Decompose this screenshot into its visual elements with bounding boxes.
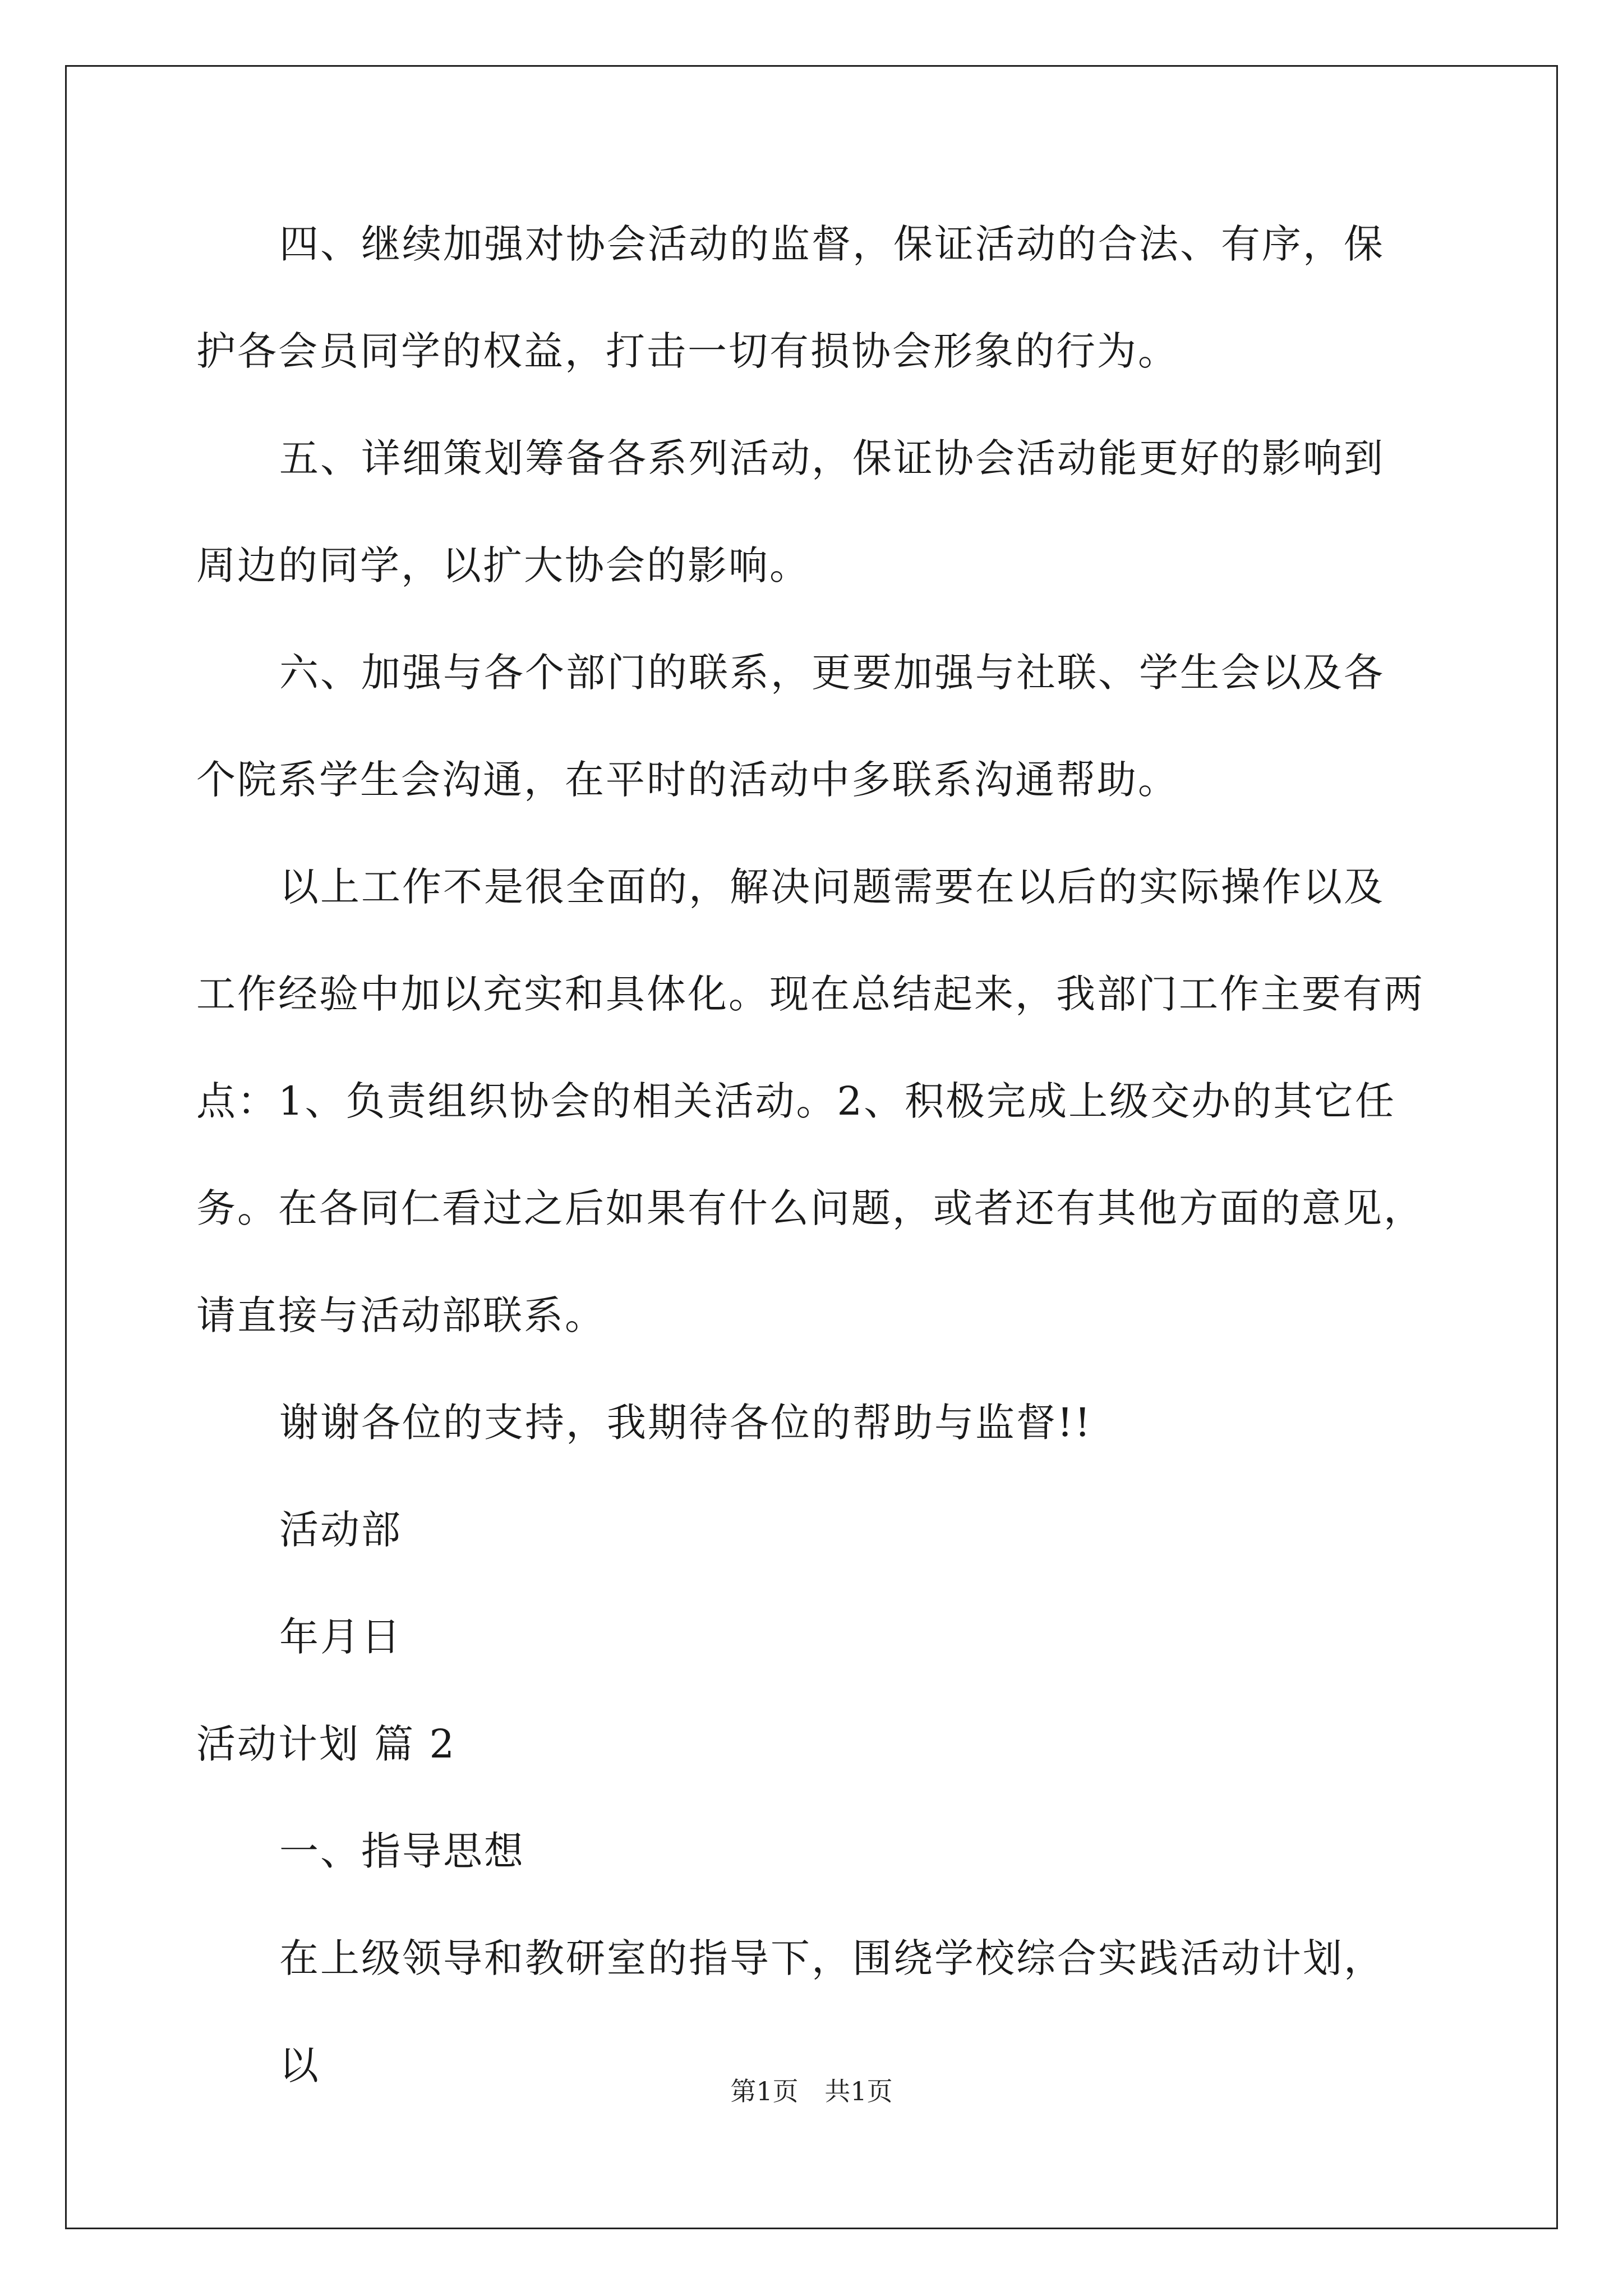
- paragraph-4: 四、继续加强对协会活动的监督，保证活动的合法、有序，保护各会员同学的权益，打击一切有损协会形象的行为。: [196, 221, 1385, 374]
- page-footer: [0, 2074, 1623, 2108]
- section-title: 活动计划 篇 2: [196, 1721, 457, 1767]
- signature-department: 活动部: [279, 1507, 402, 1553]
- page-number-current: 第1页: [730, 2076, 799, 2106]
- paragraph-6: 六、加强与各个部门的联系，更要加强与社联、学生会以及各个院系学生会沟通，在平时的活动中多联系沟通帮助。: [196, 650, 1385, 803]
- paragraph-thanks: 谢谢各位的支持，我期待各位的帮助与监督!!: [279, 1400, 1092, 1446]
- paragraph-5: 五、详细策划筹备各系列活动，保证协会活动能更好的影响到周边的同学，以扩大协会的影响。: [196, 435, 1385, 588]
- document-body: [196, 191, 1424, 2119]
- subheading-guiding-ideology: 一、指导思想: [279, 1828, 525, 1874]
- signature-date: 年月日: [279, 1614, 402, 1660]
- paragraph-guiding-ideology: 在上级领导和教研室的指导下，围绕学校综合实践活动计划，以: [279, 1935, 1385, 2088]
- page-number-total: 共1页: [824, 2076, 893, 2106]
- paragraph-summary: 以上工作不是很全面的，解决问题需要在以后的实际操作以及工作经验中加以充实和具体化。现在总结起来，我部门工作主要有两点：1、负责组织协会的相关活动。2、积极完成上级交办的其它任务。在各同仁看过之后如果有什么问题，或者还有其他方面的意见，请直接与活动部联系。: [196, 864, 1424, 1338]
